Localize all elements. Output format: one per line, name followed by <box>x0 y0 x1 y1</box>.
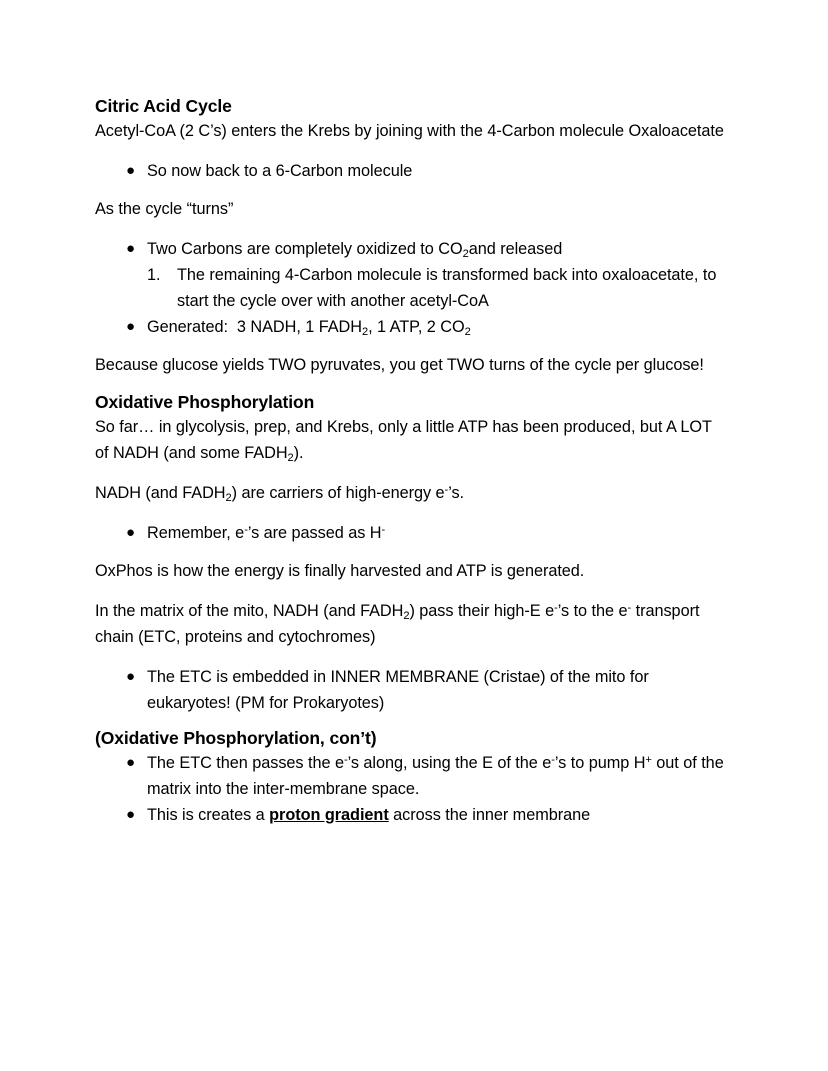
superscript: - <box>554 602 558 615</box>
paragraph-so-far-little-atp <box>95 414 725 466</box>
bullet-dot-icon: ● <box>126 523 136 541</box>
paragraph-two-turns-per-glucose: Because glucose yields TWO pyruvates, you get TWO turns of the cycle per glucose! <box>95 355 704 374</box>
document-body <box>95 96 725 828</box>
text-fragment: So far… in glycolysis, prep, and Krebs, only a little ATP has been produced, but A LOT of NADH (and some FADH <box>95 417 712 462</box>
bullet-dot-icon: ● <box>126 805 136 823</box>
bullet-list-etc-location <box>95 664 725 716</box>
superscript: - <box>244 524 248 537</box>
text-fragment: The ETC then passes the e <box>147 753 344 772</box>
bullet-dot-icon: ● <box>126 317 136 335</box>
text-fragment: ’s. <box>448 483 465 502</box>
text-fragment: out of the matrix into the inter-membrane space. <box>147 753 724 798</box>
list-item-electrons-passed-as-h <box>95 520 725 546</box>
paragraph-acetyl-coa-intro: Acetyl-CoA (2 C’s) enters the Krebs by joining with the 4-Carbon molecule Oxaloacetate <box>95 121 724 140</box>
subscript: 2 <box>225 491 232 504</box>
list-item-remaining-four-carbon <box>147 262 725 314</box>
list-item-two-carbons-oxidized <box>95 236 725 314</box>
superscript: - <box>381 524 386 537</box>
subscript: 2 <box>464 325 471 338</box>
list-item-etc-pumps-protons <box>95 750 725 802</box>
subscript: 2 <box>287 451 294 464</box>
list-item-generated-products <box>95 314 725 340</box>
superscript: - <box>444 484 449 497</box>
emphasized-text: proton gradient <box>269 805 389 824</box>
bullet-list-electron-carriers <box>95 520 725 546</box>
list-item-text: The remaining 4-Carbon molecule is transformed back into oxaloacetate, to start the cycle over with another acetyl-CoA <box>177 265 717 310</box>
text-fragment: transport chain (ETC, proteins and cytochromes) <box>95 601 700 646</box>
text-fragment: This is creates a <box>147 805 270 824</box>
bullet-list-proton-pumping <box>95 750 725 828</box>
text-fragment: and released <box>468 239 563 258</box>
section-heading-oxidative-phosphorylation: Oxidative Phosphorylation <box>95 391 315 412</box>
superscript: - <box>627 602 632 615</box>
text-fragment: ). <box>293 443 304 462</box>
subscript: 2 <box>361 325 369 338</box>
text-fragment: ’s are passed as H <box>247 523 382 542</box>
text-fragment: NADH (and FADH <box>95 483 226 502</box>
text-fragment: , 1 ATP, 2 CO <box>368 317 465 336</box>
section-heading-citric-acid-cycle: Citric Acid Cycle <box>95 96 232 116</box>
list-item-text <box>147 240 562 258</box>
text-fragment: ’s to pump H <box>554 753 646 772</box>
superscript: - <box>551 753 555 766</box>
text-fragment: Two Carbons are completely oxidized to CO <box>147 239 463 258</box>
section-heading-oxidative-phosphorylation-cont: (Oxidative Phosphorylation, con’t) <box>95 727 377 748</box>
paragraph-nadh-carriers <box>95 480 725 506</box>
superscript: - <box>343 753 348 766</box>
text-fragment: ’s along, using the E of the e <box>347 753 552 772</box>
list-item-etc-inner-membrane <box>95 664 725 716</box>
list-item-text <box>147 318 471 336</box>
list-item-text <box>147 754 724 798</box>
text-fragment: Remember, e <box>147 523 245 542</box>
text-fragment: across the inner membrane <box>388 805 591 824</box>
list-item-text <box>147 524 385 542</box>
numbered-list-remaining-carbon <box>147 262 725 314</box>
bullet-dot-icon: ● <box>126 753 136 771</box>
list-item-text: The ETC is embedded in INNER MEMBRANE (Cristae) of the mito for eukaryotes! (PM for Prokaryotes) <box>147 667 649 712</box>
text-fragment: ) are carriers of high-energy e <box>231 483 445 502</box>
bullet-dot-icon: ● <box>126 161 136 179</box>
text-fragment: In the matrix of the mito, NADH (and FADH <box>95 601 404 620</box>
text-fragment: Generated: 3 NADH, 1 FADH <box>147 317 362 336</box>
list-number-marker: 1. <box>147 265 161 284</box>
list-item-six-carbon-molecule <box>95 158 725 184</box>
subscript-co2: 2 <box>462 247 469 260</box>
bullet-list-six-carbon <box>95 158 725 184</box>
list-item-creates-proton-gradient <box>95 802 725 828</box>
text-fragment: ) pass their high-E e <box>409 601 555 620</box>
sublist-wrapper <box>147 262 725 314</box>
subscript: 2 <box>403 609 410 622</box>
list-item-text: So now back to a 6-Carbon molecule <box>147 161 413 180</box>
superscript: + <box>645 753 652 766</box>
paragraph-as-the-cycle-turns: As the cycle “turns” <box>95 199 234 218</box>
bullet-list-cycle-details <box>95 236 725 340</box>
paragraph-matrix-mito-etc <box>95 598 725 650</box>
bullet-dot-icon: ● <box>126 667 136 685</box>
text-fragment: ’s to the e <box>557 601 628 620</box>
list-item-text <box>147 806 590 824</box>
bullet-dot-icon: ● <box>126 239 136 257</box>
paragraph-oxphos-energy-harvested: OxPhos is how the energy is finally harvested and ATP is generated. <box>95 561 585 580</box>
